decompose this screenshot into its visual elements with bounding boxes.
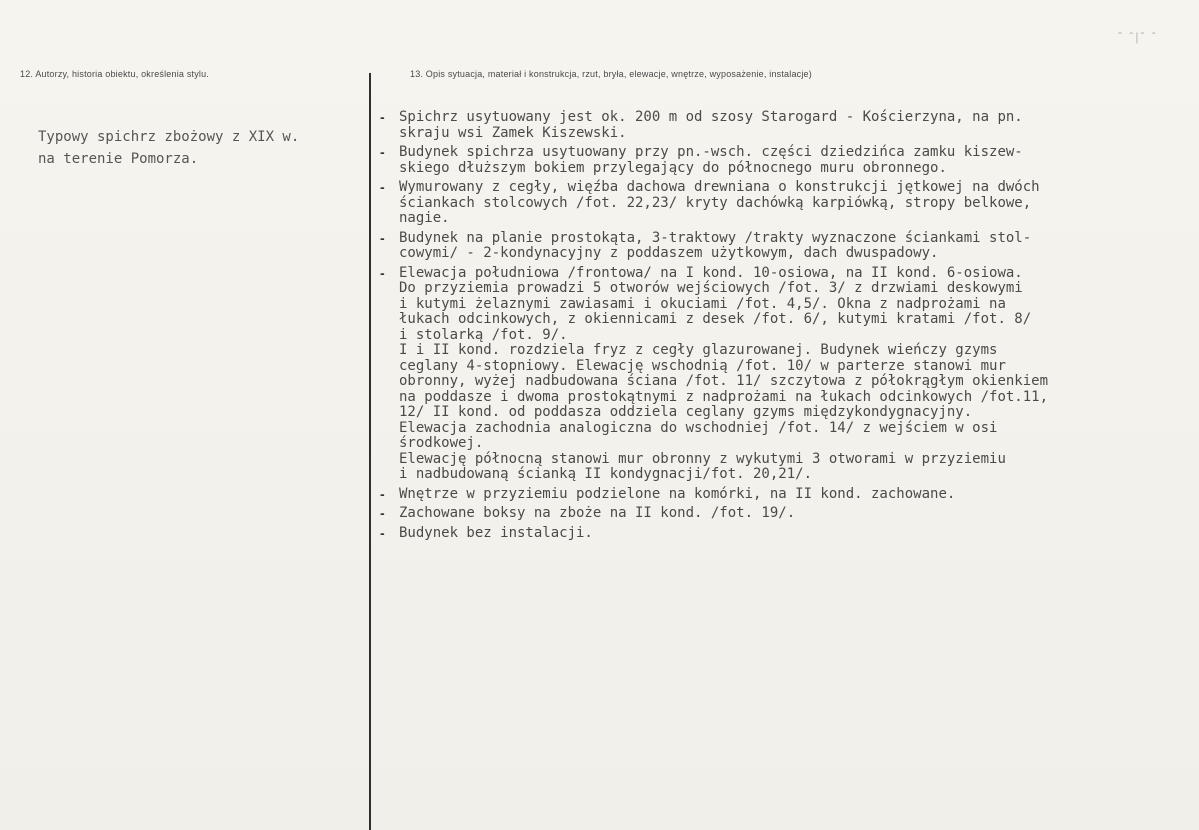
text-line: środkowej. [399,435,484,451]
text-line: i stolarką /fot. 9/. [399,326,568,343]
dash-marker: - [380,505,385,521]
text-line: łukach odcinkowych, z okiennicami z desek /fot. 6/, kutymi kratami /fot. 8/ [399,311,1032,327]
text-line: Elewacja zachodnia analogiczna do wschodniej /fot. 14/ z wejściem w osi [399,419,998,436]
dash-marker: - [380,524,385,541]
column-divider [369,73,371,830]
dash-marker: - [380,144,385,160]
text-line: Elewację północną stanowi mur obronny z wykutymi 3 otworami w przyziemiu [399,450,1006,467]
text-line: nagie. [399,210,450,226]
text-line: obronny, wyżej nadbudowana ściana /fot. 11/ szczytowa z półokrągłym okienkiem [399,373,1049,389]
building-description [380,110,1192,545]
text-line: skiego dłuższym bokiem przylegający do północnego muru obronnego. [399,159,947,176]
text-line: Budynek spichrza usytuowany przy pn.-wsch. części dziedzińca zamku kiszew- [399,144,1023,160]
text-line: 12/ II kond. od poddasza oddziela ceglany gzyms międzykondygnacyjny. [399,404,973,420]
corner-mark: ˆ ˆ|ˆ ˆ [1118,30,1158,44]
paragraph-installations [380,526,1192,542]
text-line: I i II kond. rozdziela fryz z cegły glazurowanej. Budynek wieńczy gzyms [399,342,998,358]
text-line: i nadbudowaną ścianką II kondygnacji/fot. 20,21/. [399,466,813,482]
text-line: Zachowane boksy na zboże na II kond. /fot. 19/. [399,505,796,521]
text-line: cowymi/ - 2-kondynacyjny z poddaszem użytkowym, dach dwuspadowy. [399,245,939,261]
text-line: Do przyziemia prowadzi 5 otworów wejściowych /fot. 3/ z drzwiami deskowymi [399,280,1023,296]
left-column-header: 12. Autorzy, historia obiektu, określenia stylu. [20,69,210,79]
style-description [38,126,363,170]
paragraph-position [380,145,1192,176]
text-line: skraju wsi Zamek Kiszewski. [399,124,627,141]
paragraph-plan [380,231,1192,262]
text-line: Budynek na planie prostokąta, 3-traktowy /trakty wyznaczone ściankami stol- [399,229,1032,246]
right-column-header: 13. Opis sytuacja, materiał i konstrukcja, rzut, bryła, elewacje, wnętrze, wyposażenie, instalacje) [410,69,812,79]
paragraph-equipment [380,506,1192,522]
text-line: Wnętrze w przyziemiu podzielone na komórki, na II kond. zachowane. [399,485,956,502]
dash-marker: - [380,264,385,281]
dash-marker: - [380,179,385,195]
dash-marker: - [380,109,385,125]
text-line: Spichrz usytuowany jest ok. 200 m od szosy Starogard - Kościerzyna, na pn. [399,109,1023,125]
text-line: na poddasze i dwoma prostokątnymi z nadprożami na łukach odcinkowych /fot.11, [399,388,1049,405]
paragraph-elevations [380,266,1192,483]
style-line: na terenie Pomorza. [38,151,199,167]
paragraph-location [380,110,1192,141]
text-line: ceglany 4-stopniowy. Elewację wschodnią /fot. 10/ w parterze stanowi mur [399,357,1006,374]
text-line: i kutymi żelaznymi zawiasami i okuciami /fot. 4,5/. Okna z nadprożami na [399,295,1006,312]
text-line: Elewacja południowa /frontowa/ na I kond. 10-osiowa, na II kond. 6-osiowa. [399,264,1023,281]
dash-marker: - [380,229,385,246]
text-line: Budynek bez instalacji. [399,524,593,541]
dash-marker: - [380,485,385,502]
text-line: Wymurowany z cegły, więźba dachowa drewniana o konstrukcji jętkowej na dwóch [399,179,1040,195]
style-line: Typowy spichrz zbożowy z XIX w. [38,129,300,145]
paragraph-interior [380,487,1192,503]
paragraph-construction [380,180,1192,227]
text-line: ściankach stolcowych /fot. 22,23/ kryty dachówką karpiówką, stropy belkowe, [399,194,1032,211]
